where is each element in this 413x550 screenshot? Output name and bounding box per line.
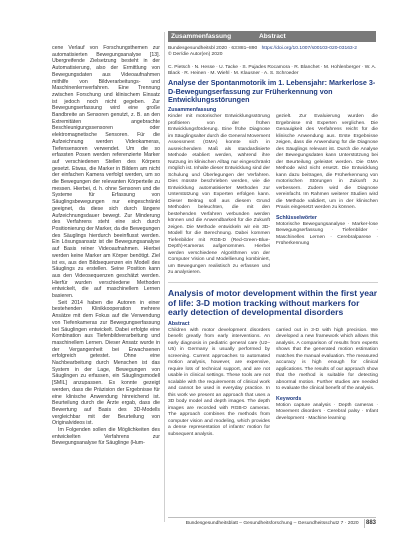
abstract-area [168, 46, 378, 439]
english-title: Analysis of motor development within the first year of life: 3-D motion tracking without markers for early detection of developmental disorders [168, 287, 378, 318]
author-list: C. Pietsch · N. Hesse · U. Tacke · S. Pujades Rocamora · R. Blanchet · M. Hohlenberger · W. A. Black · R. Heinen · M. Wiehl · M. Klausner · A. S. Schroeder [168, 64, 377, 76]
schluesselwoerter-heading: Schlüsselwörter [276, 214, 317, 221]
header-zusammenfassung: Zusammenfassung [171, 33, 232, 40]
body-paragraph-1: cene Verlauf von Forschungsthemen zur automatisierten Bewegungsanalyse [13]. Ubergreifende Zielsetzung besteht in der Automatisierung, also der Ermittlung von Bewegungsdaten aus Videoaufnahmen mithilfe von Bildverarbeitungs- und Maschinenlernverfahren. Eine Trennung zwischen Forschung und klinischem Einsatz ist jedoch noch nicht gegeben. Zur Bewegungserfassung wird eine große Bandbreite an Sensoren genutzt, z. B. an den Extremitäten angebrachte Beschleunigungssensoren oder elektromagnetische Sensoren. Für die Aufzeichnung werden Videokameras, Tiefensensoren verwendet. Um die so erfassten Posen werden referenzierte Marker auf verschiedenen Stellen des Körpers gesetzt. Etwas, die Marker in Bildern am nicht der einfachen Kamera verfolgt werden, um so die Bewegungen der relevanten Körperteile zu messen. Hierbei, d. h. ohne Sensoren und die Systeme für Erfassung von Säuglingsbewegungen nur eingeschränkt geeignet, da diese sich durch längere Aufzeichnungsdauer bewegt. Zur Minderung des Verfahrens steht eine sich durch Positionierung der Marker, da die Bewegungen des Säuglings hierdurch beeinflusst werden. Ein Lösungsansatz ist die Bewegungsanalyse auf Basis reiner Videoaufnahmen. Hierbei werden keine Marker am Körper benötigt. Ziel ist es, aus den Bildsequenzen ein Modell des Säuglings zu erstellen. Seine Position kann aus den Videosequenzen geschätzt werden. Hierfür wurden verschiedene Methoden entwickelt, die auf maschinellem Lernen basieren. [52, 45, 160, 300]
abstract-heading: Abstract [168, 320, 190, 327]
footer-separator [364, 519, 365, 528]
doi-link[interactable]: https://doi.org/10.1007/s00103-020-03163-2 [261, 46, 358, 51]
page-footer [168, 519, 376, 528]
abstract-columns [168, 328, 378, 440]
section-divider [168, 282, 378, 283]
column-divider [164, 32, 165, 522]
abstract-col-2 [276, 328, 378, 440]
abstract-text-1: Children with motor development disorders benefit greatly from early interventions. An early diagnosis in pediatric general care (U2–U5) in Germany is usually performed by screening. Current approaches to automated motion analysis, however, are expensive, require lots of technical support, and are not usable in clinical settings. These tools are not scalable with the requirements of clinical work and cannot be used in everyday practice. In this work we present an approach that uses a 3D body model and depth images. The depth images are recorded with RGB-D cameras. The approach combines the methods from computer vision and modeling, which provides a dense representation of infants' motion for subsequent analysis. [168, 327, 270, 437]
zusammenfassung-text-1: Kinder mit motorischer Entwicklungsstörung profitieren von der frühen Entwicklungsförderung. Eine frühe Diagnose im Säuglingsalter durch die General Movement Assessment (GMA) konnte sich in ausreichendem Maß als standardisierte Methode etabliert werden, während ihre Nutzung im klinischen Alltag nur eingeschränkt möglich ist. Inhalte dieser Entwicklung sind der Schulung und Überlegungen der Verfahren. Dies müsste beschrieben werden, wie die Entwicklung automatisierter Methoden zur Unterstützung von Experten erfolgen kann. Dieser Beitrag soll aus diesem Grund Methoden beleuchten, die mit den bestehenden Verfahren verbunden werden können und die Anwendbarkeit für die Zukunft zeigen. Die Methode entwickeln wir ein 3D-Modell für die Berechnung. Dabei kommen Tiefenbilder mit RGB-D (Red-Green-Blue-Depth)-Kameras aufgenommen. Hierbei werden verschiedene Algorithmen von der Computer Vision und Modellierung kombiniert, um Bewegungen realistisch zu erfassen und zu analysieren. [168, 114, 270, 276]
zusammenfassung-columns [168, 114, 378, 278]
copyright-line: © Der/die Autor(en) 2020 [168, 52, 223, 58]
left-body-column [52, 45, 160, 515]
journal-reference: Bundesgesundheitsbl 2020 · 63:881–890 [168, 46, 258, 51]
schluesselwoerter-text: Motorische Bewegungsanalyse · Marker-lose Bewegungserfassung · Tiefenbilder · Maschinelles Lernen · Cerebralparese · Früherkennung [276, 221, 378, 247]
zusammenfassung-col-2 [276, 114, 378, 278]
abstract-header-band [168, 31, 376, 42]
journal-footer: Bundesgesundheitsblatt – Gesundheitsforschung – Gesundheitsschutz 7 · 2020 [185, 521, 359, 526]
body-paragraph-2: Seit 2014 haben die Autoren in einer bestehenden Klinikkooperation mehrere Ansätze mit dem Fokus auf die Verwendung von Tiefenkameras zur Bewegungserfassung bei Säuglingen entwickelt. Dabei erfolgte eine Kombination aus Tiefenbildverarbeitung und maschinellem Lernen. Dieser Ansatz wurde in der Vergangenheit bei Erwachsenen erfolgreich getestet. Ohne eine Nachbearbeitung durch Menschen ist das System in der Lage, Bewegungen von Säuglingen zu erfassen, ein Säuglingsmodell [SMIL] anzupassen. Es konnte gezeigt werden, dass die Präzision der Ergebnisse für eine klinische Anwendung hinreichend ist. Beurteilung durch die Ärzte ergab, dass die Bewertung auf Basis des 3D-Modells vergleichbar mit der Beurteilung von Originalvideos ist. [52, 299, 160, 427]
keywords-text: Motion capture analysis · Depth cameras · Movement disorders · Cerebral palsy · Infant development · Machine learning [276, 402, 378, 421]
header-abstract: Abstract [259, 33, 286, 40]
keywords-heading: Keywords [276, 395, 302, 402]
page-number: 883 [365, 520, 376, 526]
zusammenfassung-heading: Zusammenfassung [168, 107, 217, 114]
abstract-col-1 [168, 328, 270, 440]
german-title: Analyse der Spontanmotorik im 1. Lebensjahr: Markerlose 3-D-Bewegungserfassung zur Früherkennung von Entwicklungsstörungen [168, 78, 376, 104]
body-paragraph-3: Im Folgenden sollen die Möglichkeiten des entwickelten Verfahrens zur Bewegungsanalyse für Säuglinge (Hum- [52, 427, 160, 447]
zusammenfassung-text-2: gezielt. Zur Evaluierung wurden die Ergebnisse mit Experten verglichen. Die Genauigkeit des Verfahrens reicht für die klinische Anwendung aus. Erste Ergebnisse zeigen, dass die Anwendung für die Diagnose des Säuglings relevant ist. Durch die Analyse der Bewegungsdaten kann Unterstützung bei der Beurteilung geleistet werden. Die GMA Methode wird nicht ersetzt. Die Entwicklung kann dazu beitragen, die Früherkennung von motorischen Störungen in Zukunft zu verbessern. Zudem wird die Diagnose vereinfacht. Im Rahmen weiterer Studien wird die Methode validiert, um in der klinischen Praxis eingesetzt werden zu können. [276, 114, 378, 211]
abstract-text-2: carried out in 3-D with high precision. We developed a new framework which allows this analysis. A comparison of results from experts shows that the generated motion estimation matches the manual evaluation. The measured accuracy is high enough for clinical applications. The results of our approach show that the method is suitable for detecting abnormal motion. Further studies are needed to evaluate the clinical benefit of the analysis. [276, 327, 378, 392]
footer-rule [168, 517, 376, 518]
zusammenfassung-col-1 [168, 114, 270, 278]
